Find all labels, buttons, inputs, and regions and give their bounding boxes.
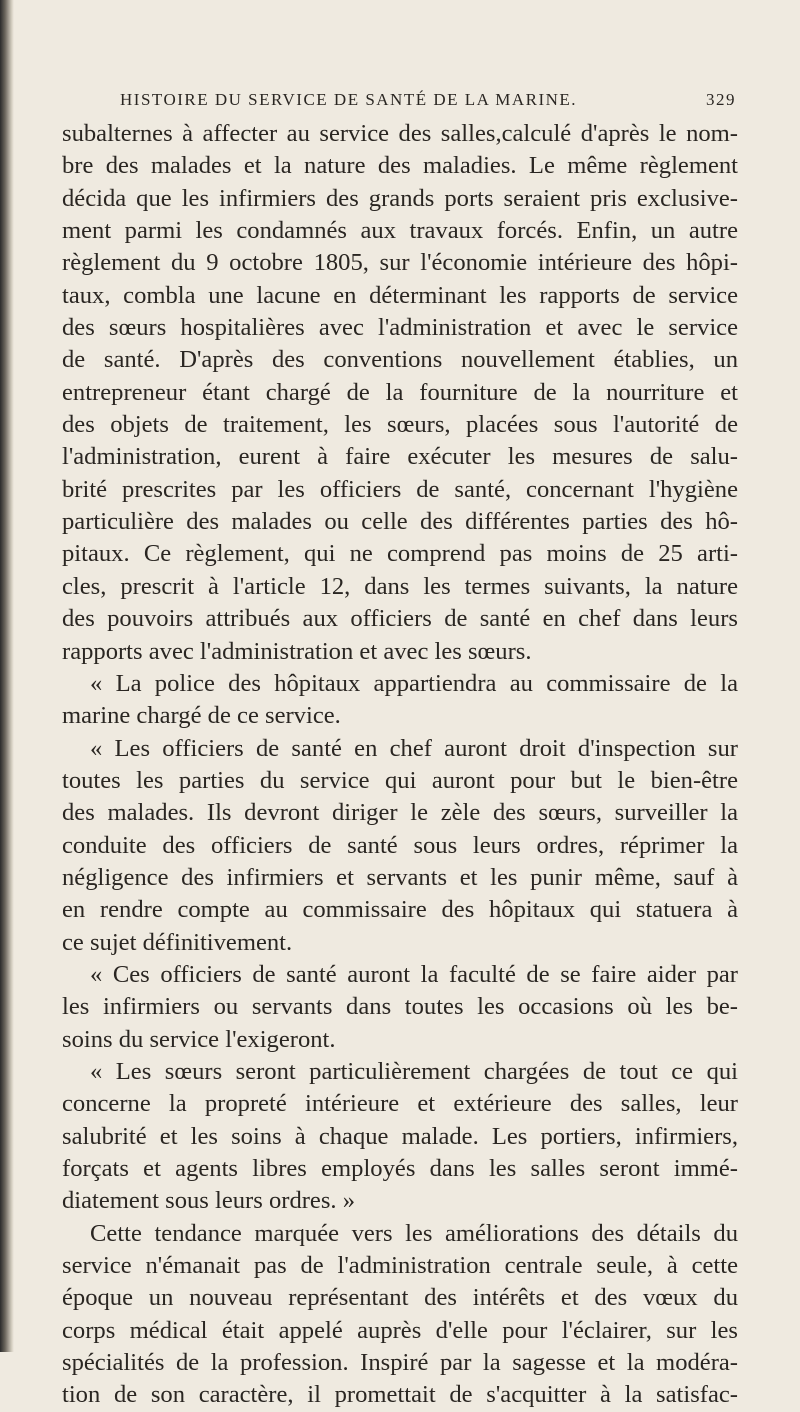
text-line: « Les officiers de santé en chef auront droit d'inspection sur: [90, 734, 738, 762]
text-line: taux, combla une lacune en déterminant les rapports de service: [62, 281, 738, 309]
text-line: entrepreneur étant chargé de la fourniture de la nourriture et: [62, 378, 738, 406]
text-line: rapports avec l'administration et avec les sœurs.: [62, 637, 532, 665]
text-line: conduite des officiers de santé sous leurs ordres, réprimer la: [62, 831, 738, 859]
text-line: spécialités de la profession. Inspiré par la sagesse et la modéra-: [62, 1349, 738, 1377]
text-line: tion de son caractère, il promettait de s'acquitter à la satisfac-: [62, 1381, 738, 1409]
text-line: particulière des malades ou celle des différentes parties des hô-: [62, 508, 738, 536]
text-line: bre des malades et la nature des maladies. Le même règlement: [62, 152, 738, 180]
text-line: corps médical était appelé auprès d'elle pour l'éclairer, sur les: [62, 1316, 738, 1344]
text-line: forçats et agents libres employés dans les salles seront immé-: [62, 1155, 738, 1182]
text-line: de santé. D'après des conventions nouvellement établies, un: [62, 346, 738, 374]
text-line: soins du service l'exigeront.: [62, 1025, 336, 1053]
text-line: brité prescrites par les officiers de santé, concernant l'hygiène: [62, 475, 738, 503]
running-title: HISTOIRE DU SERVICE DE SANTÉ DE LA MARINE.: [120, 90, 578, 109]
text-line: des malades. Ils devront diriger le zèle des sœurs, surveiller la: [62, 799, 738, 827]
text-line: « Ces officiers de santé auront la faculté de se faire aider par: [90, 960, 738, 988]
text-line: règlement du 9 octobre 1805, sur l'économie intérieure des hôpi-: [62, 249, 738, 277]
text-line: toutes les parties du service qui auront pour but le bien-être: [62, 766, 738, 794]
text-line: subalternes à affecter au service des salles,calculé d'après le nom-: [62, 120, 738, 147]
page-binding-edge: [0, 0, 14, 1352]
text-line: cles, prescrit à l'article 12, dans les termes suivants, la nature: [62, 572, 738, 600]
text-line: les infirmiers ou servants dans toutes les occasions où les be-: [62, 993, 738, 1021]
text-line: des sœurs hospitalières avec l'administration et avec le service: [62, 314, 738, 342]
body-text: [62, 118, 738, 1412]
text-line: Cette tendance marquée vers les améliorations des détails du: [90, 1219, 738, 1247]
text-line: concerne la propreté intérieure et extérieure des salles, leur: [62, 1090, 738, 1118]
text-line: l'administration, eurent à faire exécuter les mesures de salu-: [62, 443, 738, 471]
text-line: ce sujet définitivement.: [62, 928, 293, 956]
text-line: décida que les infirmiers des grands ports seraient pris exclusive-: [62, 184, 738, 212]
text-line: diatement sous leurs ordres. »: [62, 1187, 356, 1215]
text-line: salubrité et les soins à chaque malade. Les portiers, infirmiers,: [62, 1122, 738, 1150]
text-line: négligence des infirmiers et servants et les punir même, sauf à: [62, 863, 738, 891]
page-number: 329: [706, 90, 736, 109]
text-line: ment parmi les condamnés aux travaux forcés. Enfin, un autre: [62, 217, 738, 245]
book-page: [62, 0, 738, 1409]
text-line: « Les sœurs seront particulièrement chargées de tout ce qui: [90, 1057, 738, 1085]
text-line: service n'émanait pas de l'administration centrale seule, à cette: [62, 1252, 738, 1280]
text-line: en rendre compte au commissaire des hôpitaux qui statuera à: [62, 896, 738, 924]
text-line: des pouvoirs attribués aux officiers de santé en chef dans leurs: [62, 605, 738, 633]
text-line: des objets de traitement, les sœurs, placées sous l'autorité de: [62, 411, 738, 439]
text-line: « La police des hôpitaux appartiendra au commissaire de la: [90, 669, 738, 697]
text-line: pitaux. Ce règlement, qui ne comprend pas moins de 25 arti-: [62, 540, 738, 568]
text-line: époque un nouveau représentant des intérêts et des vœux du: [62, 1284, 738, 1312]
text-line: marine chargé de ce service.: [62, 702, 341, 730]
